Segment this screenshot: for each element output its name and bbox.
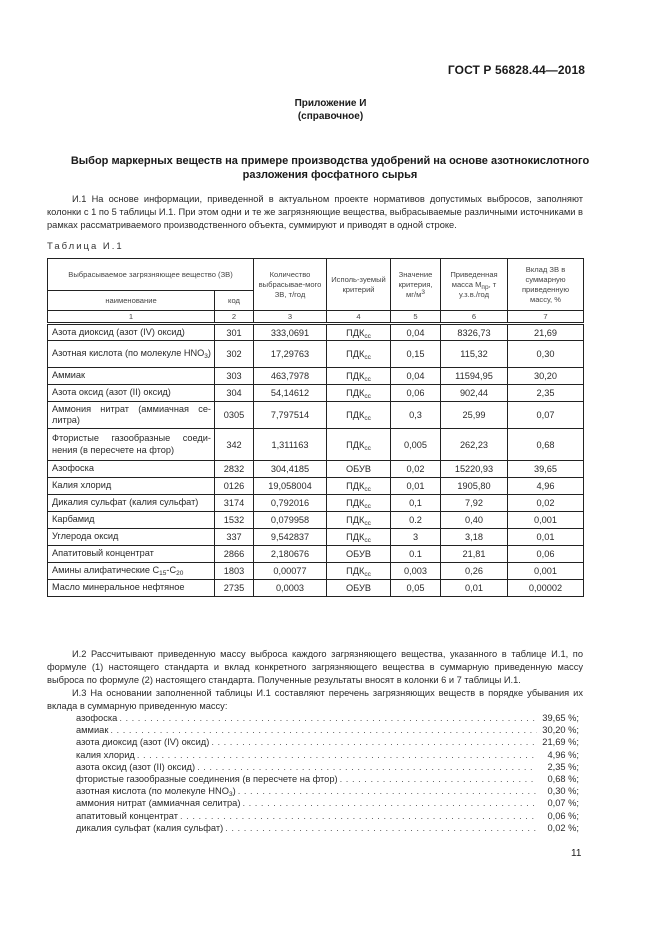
list-item [76, 712, 579, 724]
cell-name: Калия хлорид [48, 478, 215, 495]
table-row [48, 495, 584, 512]
table-row [48, 429, 584, 461]
table-row [48, 461, 584, 478]
list-item-value: 39,65 %; [542, 713, 579, 723]
cell-name: Азота оксид (азот (II) оксид) [48, 385, 215, 402]
header-name: наименование [48, 291, 215, 311]
list-item [76, 810, 579, 822]
table-row [48, 341, 584, 368]
cell-quantity: 7,797514 [254, 402, 327, 429]
contribution-ranking-list [76, 712, 579, 834]
cell-name: Азофоска [48, 461, 215, 478]
cell-reduced-mass: 25,99 [441, 402, 508, 429]
cell-quantity: 54,14612 [254, 385, 327, 402]
cell-reduced-mass: 11594,95 [441, 368, 508, 385]
list-item [76, 785, 579, 797]
cell-quantity: 2,180676 [254, 546, 327, 563]
cell-code: 302 [215, 341, 254, 368]
cell-reduced-mass: 8326,73 [441, 324, 508, 341]
cell-contribution: 0,01 [508, 529, 584, 546]
table-row [48, 563, 584, 580]
cell-criterion: $ПДК_{сс}$ [327, 385, 391, 402]
document-code: ГОСТ Р 56828.44—2018 [447, 63, 585, 77]
cell-contribution: 39,65 [508, 461, 584, 478]
cell-quantity: 19,058004 [254, 478, 327, 495]
cell-quantity: 1,311163 [254, 429, 327, 461]
cell-criterion-value: 0,02 [391, 461, 441, 478]
dot-leader [197, 761, 537, 773]
list-item-label: азота диоксид (азот (IV) оксид) [76, 737, 210, 748]
cell-code: 0126 [215, 478, 254, 495]
cell-criterion: $ПДК_{сс}$ [327, 402, 391, 429]
list-item-value: 0,06 %; [547, 810, 579, 821]
cell-contribution: 4,96 [508, 478, 584, 495]
cell-reduced-mass: 0,01 [441, 580, 508, 597]
appendix-subtitle: (справочное) [297, 111, 364, 122]
cell-criterion-value: 0.1 [391, 546, 441, 563]
list-item [76, 773, 579, 785]
cell-code: 2866 [215, 546, 254, 563]
dot-leader [137, 749, 537, 761]
cell-criterion: $ПДК_{сс}$ [327, 324, 391, 341]
list-item-value: 0,30 %; [547, 786, 579, 797]
cell-name: Амины алифатические $C_{15}-C_{20}$ [48, 563, 215, 580]
cell-contribution: 2,35 [508, 385, 584, 402]
table-row [48, 529, 584, 546]
cell-contribution: 0,02 [508, 495, 584, 512]
list-item-label: фтористые газообразные соединения (в пересчете на фтор) [76, 774, 338, 785]
dot-leader [242, 797, 537, 809]
cell-reduced-mass: 1905,80 [441, 478, 508, 495]
cell-criterion-value: 0,003 [391, 563, 441, 580]
table-row [48, 580, 584, 597]
list-item-label: азотная кислота (по молекуле $HNO_3$) [76, 786, 236, 799]
cell-code: 304 [215, 385, 254, 402]
cell-code: 303 [215, 368, 254, 385]
list-item [76, 761, 579, 773]
cell-reduced-mass: 7,92 [441, 495, 508, 512]
cell-contribution: 0,68 [508, 429, 584, 461]
cell-criterion-value: 0,005 [391, 429, 441, 461]
appendix-heading [0, 97, 661, 123]
header-quantity: Количество выбрасывае-мого ЗВ, т/год [254, 259, 327, 311]
cell-contribution: 0,30 [508, 341, 584, 368]
paragraph-i3 [47, 687, 583, 713]
list-item-label: азофоска [76, 713, 118, 723]
cell-name: Азота диоксид (азот (IV) оксид) [48, 324, 215, 341]
dot-leader [238, 785, 537, 797]
cell-quantity: 0,792016 [254, 495, 327, 512]
header-pollutant-group: Выбрасываемое загрязняющее вещество (ЗВ) [48, 259, 254, 291]
cell-name: Фтористые газообразные соеди-нения (в пересчете на фтор) [48, 429, 215, 461]
cell-code: 2832 [215, 461, 254, 478]
cell-name: Аммония нитрат (аммиачная се-литра) [48, 402, 215, 429]
cell-quantity: 333,0691 [254, 324, 327, 341]
dot-leader [119, 712, 537, 724]
cell-code: 301 [215, 324, 254, 341]
cell-code: 2735 [215, 580, 254, 597]
cell-contribution: 0,06 [508, 546, 584, 563]
cell-criterion-value: 0,01 [391, 478, 441, 495]
paragraph-i3-text: И.3 На основании заполненной таблицы И.1 составляют перечень загрязняющих веществ в порядке убывания их вклада в суммарную приведенную массу: [47, 688, 583, 711]
cell-criterion: ОБУВ [327, 580, 391, 597]
dot-leader [225, 822, 537, 834]
list-item-value: 0,07 %; [547, 798, 579, 809]
cell-reduced-mass: 0,40 [441, 512, 508, 529]
cell-criterion-value: 0,3 [391, 402, 441, 429]
cell-quantity: 463,7978 [254, 368, 327, 385]
cell-criterion-value: 0,05 [391, 580, 441, 597]
cell-criterion: ОБУВ [327, 546, 391, 563]
cell-criterion: $ПДК_{сс}$ [327, 368, 391, 385]
table-row [48, 402, 584, 429]
cell-reduced-mass: 15220,93 [441, 461, 508, 478]
cell-reduced-mass: 262,23 [441, 429, 508, 461]
table-row [48, 385, 584, 402]
cell-reduced-mass: 0,26 [441, 563, 508, 580]
page-number: 11 [571, 848, 582, 859]
cell-name: Углерода оксид [48, 529, 215, 546]
cell-criterion-value: 0,06 [391, 385, 441, 402]
paragraph-i2 [47, 648, 583, 687]
cell-reduced-mass: 902,44 [441, 385, 508, 402]
header-criterion-value: Значение критерия, $мг/м^3$ [391, 259, 441, 311]
section-title-line2: разложения фосфатного сырья [242, 169, 418, 181]
cell-code: 342 [215, 429, 254, 461]
cell-criterion: $ПДК_{сс}$ [327, 478, 391, 495]
cell-quantity: 0,079958 [254, 512, 327, 529]
list-item [76, 797, 579, 809]
column-numbers-row: 1 2 3 4 5 6 7 [48, 311, 584, 324]
paragraph-i1 [47, 193, 583, 232]
cell-criterion-value: 0,1 [391, 495, 441, 512]
cell-quantity: 0,00077 [254, 563, 327, 580]
cell-name: Аммиак [48, 368, 215, 385]
cell-contribution: 0,00002 [508, 580, 584, 597]
cell-contribution: 0,001 [508, 512, 584, 529]
list-item-label: калия хлорид [76, 749, 135, 760]
cell-code: 1803 [215, 563, 254, 580]
dot-leader [180, 810, 537, 822]
cell-criterion: $ПДК_{сс}$ [327, 563, 391, 580]
list-item-label: аммония нитрат (аммиачная селитра) [76, 798, 241, 809]
cell-reduced-mass: 21,81 [441, 546, 508, 563]
list-item-label: апатитовый концентрат [76, 810, 178, 821]
paragraph-i2-text: И.2 Рассчитывают приведенную массу выброса каждого загрязняющего вещества, указанного в таблице И.1, по формуле (1) настоящего стандарта и вклад конкретного загрязняющего вещества в суммарную приведенную массу выброса по формуле (2) настоящего стандарта. Полученные результаты вносят в колонки 6 и 7 таблицы И.1. [47, 649, 583, 685]
cell-reduced-mass: 3,18 [441, 529, 508, 546]
list-item-value: 4,96 %; [547, 749, 579, 760]
cell-criterion: $ПДК_{сс}$ [327, 495, 391, 512]
cell-quantity: 17,29763 [254, 341, 327, 368]
table-row [48, 546, 584, 563]
cell-criterion: $ПДК_{сс}$ [327, 429, 391, 461]
cell-contribution: 0,001 [508, 563, 584, 580]
cell-criterion: $ПДК_{сс}$ [327, 512, 391, 529]
cell-criterion: $ПДК_{сс}$ [327, 341, 391, 368]
list-item [76, 724, 579, 736]
cell-name: Масло минеральное нефтяное [48, 580, 215, 597]
cell-code: 0305 [215, 402, 254, 429]
list-item-label: азота оксид (азот (II) оксид) [76, 761, 196, 772]
dot-leader [211, 736, 537, 748]
list-item [76, 736, 579, 748]
table-row [48, 324, 584, 341]
list-item-value: 21,69 %; [542, 737, 579, 748]
cell-criterion-value: 3 [391, 529, 441, 546]
list-item [76, 822, 579, 834]
cell-reduced-mass: 115,32 [441, 341, 508, 368]
cell-criterion-value: 0.2 [391, 512, 441, 529]
list-item [76, 749, 579, 761]
cell-name: Дикалия сульфат (калия сульфат) [48, 495, 215, 512]
cell-contribution: 21,69 [508, 324, 584, 341]
cell-contribution: 0,07 [508, 402, 584, 429]
cell-criterion-value: 0,15 [391, 341, 441, 368]
header-code: код [215, 291, 254, 311]
list-item-value: 30,20 %; [542, 725, 579, 736]
section-title-line1: Выбор маркерных веществ на примере производства удобрений на основе азотнокислотного [70, 155, 590, 167]
list-item-value: 0,02 %; [547, 822, 579, 833]
header-contribution: Вклад ЗВ в суммарную приведенную массу, % [508, 259, 584, 311]
table-row [48, 368, 584, 385]
header-reduced-mass: Приведенная масса $M_{пр}$, т у.з.в./год [441, 259, 508, 311]
header-criterion: Исполь-зуемый критерий [327, 259, 391, 311]
cell-quantity: 0,0003 [254, 580, 327, 597]
cell-code: 3174 [215, 495, 254, 512]
cell-quantity: 9,542837 [254, 529, 327, 546]
dot-leader [340, 773, 537, 785]
cell-code: 1532 [215, 512, 254, 529]
cell-name: Азотная кислота (по молекуле $HNO_3$) [48, 341, 215, 368]
cell-quantity: 304,4185 [254, 461, 327, 478]
table-row [48, 478, 584, 495]
list-item-value: 2,35 %; [547, 761, 579, 772]
list-item-label: аммиак [76, 725, 109, 736]
cell-criterion: $ПДК_{сс}$ [327, 529, 391, 546]
paragraph-i1-text: И.1 На основе информации, приведенной в актуальном проекте нормативов допустимых выбросов, заполняют колонки с 1 по 5 таблицы И.1. При этом одни и те же загрязняющие вещества, выбрасываемые различными источниками в рамках рассматриваемого производственного объекта, суммируют и приводят в одной строке. [47, 194, 583, 230]
cell-criterion: ОБУВ [327, 461, 391, 478]
cell-code: 337 [215, 529, 254, 546]
dot-leader [110, 724, 537, 736]
cell-name: Карбамид [48, 512, 215, 529]
table-row [48, 512, 584, 529]
list-item-label: дикалия сульфат (калия сульфат) [76, 822, 224, 833]
emissions-table [47, 258, 584, 597]
cell-criterion-value: 0,04 [391, 368, 441, 385]
cell-name: Апатитовый концентрат [48, 546, 215, 563]
cell-criterion-value: 0,04 [391, 324, 441, 341]
section-title [40, 154, 620, 182]
table-caption: Таблица И.1 [47, 241, 124, 252]
cell-contribution: 30,20 [508, 368, 584, 385]
list-item-value: 0,68 %; [547, 774, 579, 785]
appendix-title: Приложение И [294, 98, 367, 109]
